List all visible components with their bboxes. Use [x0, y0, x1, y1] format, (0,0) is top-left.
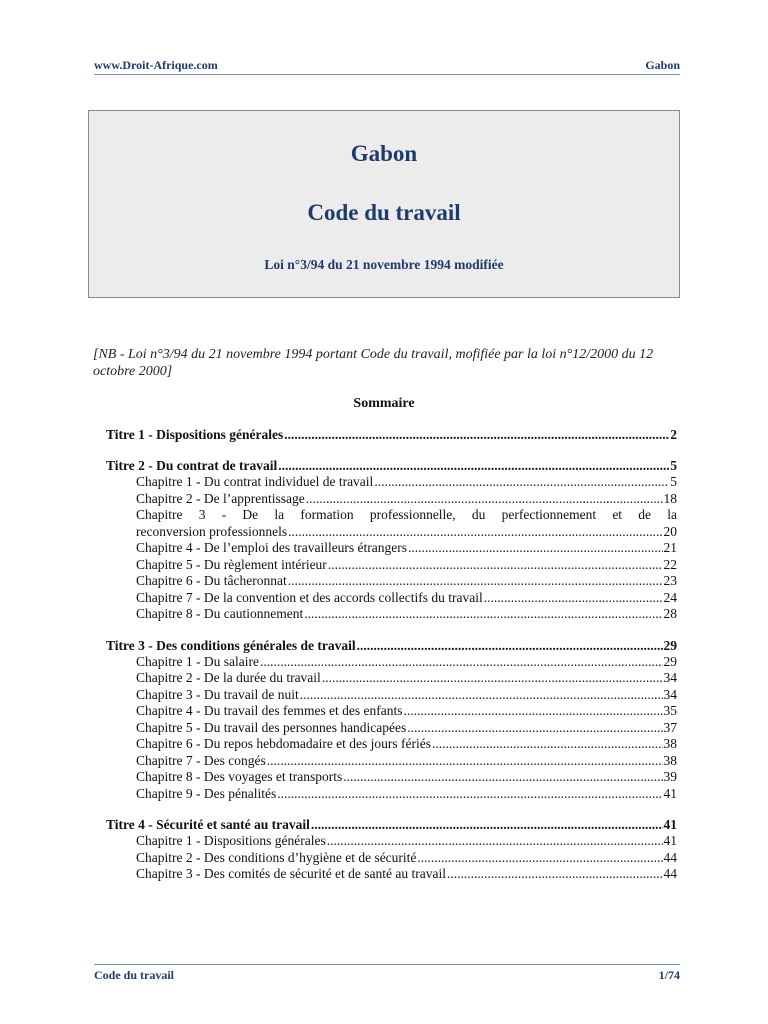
- editorial-note: [NB - Loi n°3/94 du 21 novembre 1994 portant Code du travail, mofifiée par la loi n°12/2000 du 12 octobre 2000]: [93, 347, 654, 379]
- toc-leader-dots: [288, 524, 662, 541]
- toc-chapitre[interactable]: [136, 606, 677, 623]
- toc-leader-dots: [284, 426, 669, 443]
- toc-label: Chapitre 3 - Du travail de nuit: [136, 686, 299, 702]
- toc-page-number: 39: [663, 769, 677, 784]
- toc-label: Chapitre 7 - Des congés: [136, 752, 266, 768]
- toc-page-number: 37: [663, 719, 677, 735]
- toc-label: Chapitre 2 - Des conditions d’hygiène et de sécurité: [136, 849, 417, 865]
- toc-titre-1[interactable]: [106, 426, 677, 443]
- toc-page-number: 29: [663, 637, 677, 653]
- toc-chapitre[interactable]: [136, 720, 677, 737]
- toc-label: Titre 3 - Des conditions générales de travail: [106, 637, 356, 653]
- toc-leader-dots: [343, 769, 662, 786]
- toc-page-number: 24: [663, 589, 677, 605]
- toc-leader-dots: [304, 606, 662, 623]
- document-country: Gabon: [350, 141, 418, 166]
- toc-page-number: 21: [663, 540, 677, 555]
- site-url[interactable]: www.Droit-Afrique.com: [94, 58, 218, 72]
- toc-leader-dots: [357, 637, 663, 654]
- document-law-reference: Loi n°3/94 du 21 novembre 1994 modifiée: [264, 257, 504, 272]
- toc-page-number: 2: [670, 427, 677, 442]
- toc-page-number: 22: [663, 556, 677, 572]
- toc-chapitre[interactable]: [136, 557, 677, 574]
- footer-document-title: Code du travail: [94, 968, 175, 982]
- page-header: [94, 58, 680, 75]
- toc-leader-dots: [484, 590, 663, 607]
- toc-page-number: 44: [663, 866, 677, 881]
- toc-label: Chapitre 3 - Des comités de sécurité et de santé au travail: [136, 866, 447, 881]
- footer-page-number: 1/74: [658, 968, 680, 982]
- toc-page-number: 34: [663, 686, 677, 702]
- toc-chapitre[interactable]: [136, 786, 677, 803]
- toc-label-continued: reconversion professionnels: [136, 523, 288, 539]
- toc-leader-dots: [407, 720, 662, 737]
- toc-page-number: 35: [663, 703, 677, 718]
- toc-label: Titre 2 - Du contrat de travail: [106, 458, 278, 473]
- toc-label: Chapitre 4 - De l’emploi des travailleurs étrangers: [136, 540, 408, 555]
- toc-leader-dots: [278, 457, 669, 474]
- toc-chapitre[interactable]: [136, 654, 677, 671]
- toc-chapitre[interactable]: [136, 540, 677, 557]
- toc-page-number: 34: [663, 670, 677, 685]
- toc-label: Chapitre 5 - Du règlement intérieur: [136, 556, 327, 572]
- toc-leader-dots: [260, 654, 663, 671]
- toc-label: Chapitre 9 - Des pénalités: [136, 785, 277, 801]
- toc-chapitre[interactable]: [136, 753, 677, 770]
- toc-leader-dots: [404, 703, 663, 720]
- toc-leader-dots: [327, 833, 663, 850]
- toc-chapitre[interactable]: [136, 507, 677, 540]
- toc-label: Chapitre 7 - De la convention et des accords collectifs du travail: [136, 589, 483, 605]
- toc-label: Titre 4 - Sécurité et santé au travail: [106, 817, 310, 832]
- toc-chapitre[interactable]: [136, 769, 677, 786]
- toc-leader-dots: [408, 540, 662, 557]
- toc-label: Chapitre 2 - De l’apprentissage: [136, 490, 305, 506]
- toc-label: Chapitre 8 - Du cautionnement: [136, 606, 304, 621]
- toc-page-number: 28: [663, 606, 677, 621]
- toc-page-number: 29: [663, 653, 677, 669]
- toc-leader-dots: [322, 670, 663, 687]
- toc-leader-dots: [432, 736, 662, 753]
- toc-chapitre[interactable]: [136, 491, 677, 508]
- toc-page-number: 5: [670, 458, 677, 473]
- toc-page-number: 5: [670, 474, 677, 489]
- toc-page-number: 23: [663, 573, 677, 588]
- toc-leader-dots: [374, 474, 669, 491]
- toc-chapitre[interactable]: [136, 573, 677, 590]
- toc-chapitre[interactable]: [136, 590, 677, 607]
- summary-heading: Sommaire: [353, 396, 415, 411]
- toc-label: Chapitre 1 - Dispositions générales: [136, 833, 326, 848]
- toc-chapitre[interactable]: [136, 687, 677, 704]
- toc-leader-dots: [277, 786, 662, 803]
- toc-label: Chapitre 6 - Du tâcheronnat: [136, 573, 287, 588]
- title-box: [88, 110, 680, 298]
- toc-page-number: 41: [663, 817, 677, 832]
- toc-chapitre[interactable]: [136, 670, 677, 687]
- toc-page-number: 18: [663, 490, 677, 506]
- toc-leader-dots: [288, 573, 663, 590]
- toc-page-number: 38: [663, 752, 677, 768]
- toc-chapitre[interactable]: [136, 850, 677, 867]
- toc-titre-3[interactable]: [106, 637, 677, 654]
- toc-label: Titre 1 - Dispositions générales: [106, 427, 284, 442]
- toc-page-number: 41: [663, 833, 677, 848]
- toc-page-number: 44: [663, 849, 677, 865]
- toc-label: Chapitre 1 - Du salaire: [136, 653, 259, 669]
- toc-leader-dots: [311, 816, 663, 833]
- toc-chapitre[interactable]: [136, 866, 677, 883]
- toc-titre-2[interactable]: [106, 457, 677, 474]
- toc-chapitre[interactable]: [136, 703, 677, 720]
- toc-label: Chapitre 6 - Du repos hebdomadaire et des jours fériés: [136, 736, 432, 751]
- page-footer: [94, 964, 680, 984]
- toc-leader-dots: [267, 753, 663, 770]
- toc-titre-4[interactable]: [106, 816, 677, 833]
- toc-page-number: 38: [663, 736, 677, 751]
- toc-label: Chapitre 3 - De la formation professionnelle, du perfectionnement et de la: [136, 507, 677, 522]
- document-title: Code du travail: [307, 200, 461, 225]
- toc-leader-dots: [306, 491, 663, 508]
- table-of-contents: [106, 426, 677, 883]
- toc-label: Chapitre 4 - Du travail des femmes et des enfants: [136, 703, 403, 718]
- toc-page-number: 20: [663, 523, 677, 539]
- toc-label: Chapitre 1 - Du contrat individuel de travail: [136, 474, 374, 489]
- toc-chapitre[interactable]: [136, 736, 677, 753]
- toc-chapitre[interactable]: [136, 474, 677, 491]
- toc-label: Chapitre 5 - Du travail des personnes handicapées: [136, 719, 407, 735]
- header-country: Gabon: [645, 58, 680, 72]
- toc-chapitre[interactable]: [136, 833, 677, 850]
- toc-label: Chapitre 8 - Des voyages et transports: [136, 769, 343, 784]
- toc-leader-dots: [417, 850, 662, 867]
- toc-leader-dots: [328, 557, 663, 574]
- toc-leader-dots: [447, 866, 662, 883]
- toc-leader-dots: [300, 687, 663, 704]
- toc-label: Chapitre 2 - De la durée du travail: [136, 670, 321, 685]
- toc-page-number: 41: [663, 785, 677, 801]
